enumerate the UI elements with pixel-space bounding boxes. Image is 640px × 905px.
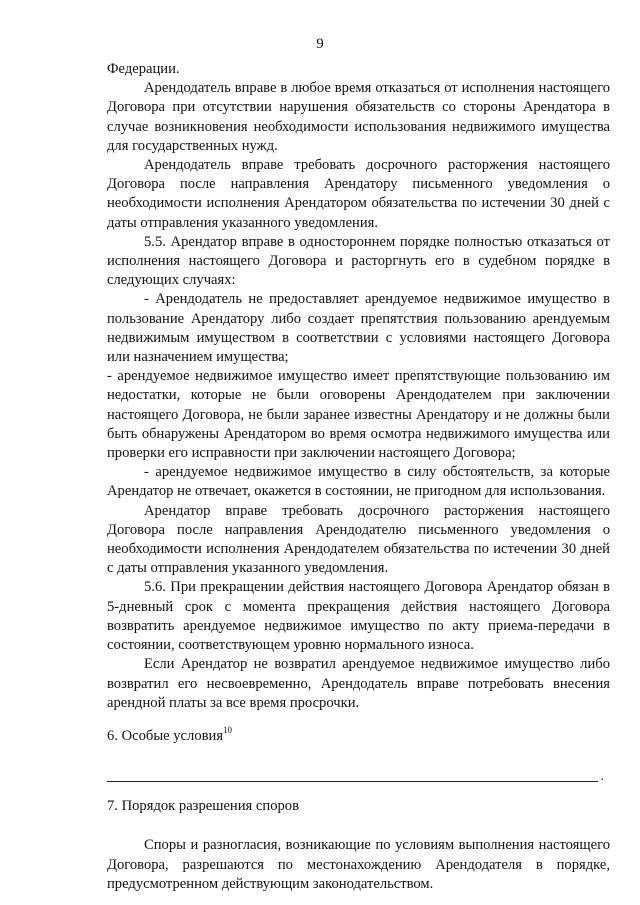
list-item: - арендуемое недвижимое имущество имеет препятствующие пользованию им недостатки, которые не были оговорены Арендодателем при заключении настоящего Договора, не были заранее известны Арендатору и не должны были быть обнаружены Арендатором во время осмотра недвижимого имущества или проверки его исправности при заключении настоящего Договора; bbox=[107, 368, 610, 462]
list-item: - Арендодатель не предоставляет арендуемое недвижимое имущество в пользование Арендатору либо создает препятствия пользованию арендуемым недвижимым имуществом в соответствии с условиями настоящего Договора или назначением имущества; bbox=[107, 291, 610, 366]
blank-underline bbox=[107, 781, 598, 782]
paragraph: 5.6. При прекращении действия настоящего Договора Арендатор обязан в 5-дневный срок с момента прекращения действия настоящего Договора возвратить арендуемое недвижимое имущество по акту приема-передачи в состоянии, соответствующем уровню нормального износа. bbox=[107, 579, 610, 654]
list-item: - арендуемое недвижимое имущество в силу обстоятельств, за которые Арендатор не отвечает, окажется в состоянии, не пригодном для использования. bbox=[107, 464, 610, 500]
section-6-heading bbox=[107, 721, 610, 746]
fill-in-line bbox=[107, 767, 610, 786]
section-6-title: 6. Особые условия bbox=[107, 727, 224, 744]
paragraph: 5.5. Арендатор вправе в одностороннем порядке полностью отказаться от исполнения настоящего Договора и расторгнуть его в судебном порядке в следующих случаях: bbox=[107, 233, 610, 289]
line-end-period: . bbox=[600, 769, 604, 785]
paragraph: Споры и разногласия, возникающие по условиям выполнения настоящего Договора, разрешаются по местонахождению Арендодателя в порядке, предусмотренном действующим законодательством. bbox=[107, 837, 610, 892]
paragraph: Арендодатель вправе в любое время отказаться от исполнения настоящего Договора при отсутствии нарушения обязательств со стороны Арендатора в случае возникновения необходимости использования недвижимого имущества для государственных нужд. bbox=[107, 80, 610, 154]
spacer bbox=[107, 816, 610, 836]
paragraph: Арендатор вправе требовать досрочного расторжения настоящего Договора после направления Арендодателю письменного уведомления о необходимости исполнения Арендодателем обязательства по истечении 30 дней с даты отправления указанного уведомления. bbox=[107, 502, 610, 577]
paragraph: Если Арендатор не возвратил арендуемое недвижимое имущество либо возвратил его несвоевременно, Арендодатель вправе потребовать внесения арендной платы за все время просрочки. bbox=[107, 656, 610, 711]
document-body bbox=[107, 60, 610, 894]
paragraph: Федерации. bbox=[107, 61, 180, 77]
footnote-marker: 10 bbox=[223, 724, 233, 735]
page-number: 9 bbox=[316, 36, 324, 52]
section-7-heading: 7. Порядок разрешения споров bbox=[107, 798, 299, 815]
paragraph: Арендодатель вправе требовать досрочного расторжения настоящего Договора после направления Арендатору письменного уведомления о необходимости исполнения Арендатором обязательства по истечении 30 дней с даты отправления указанного уведомления. bbox=[107, 157, 610, 231]
